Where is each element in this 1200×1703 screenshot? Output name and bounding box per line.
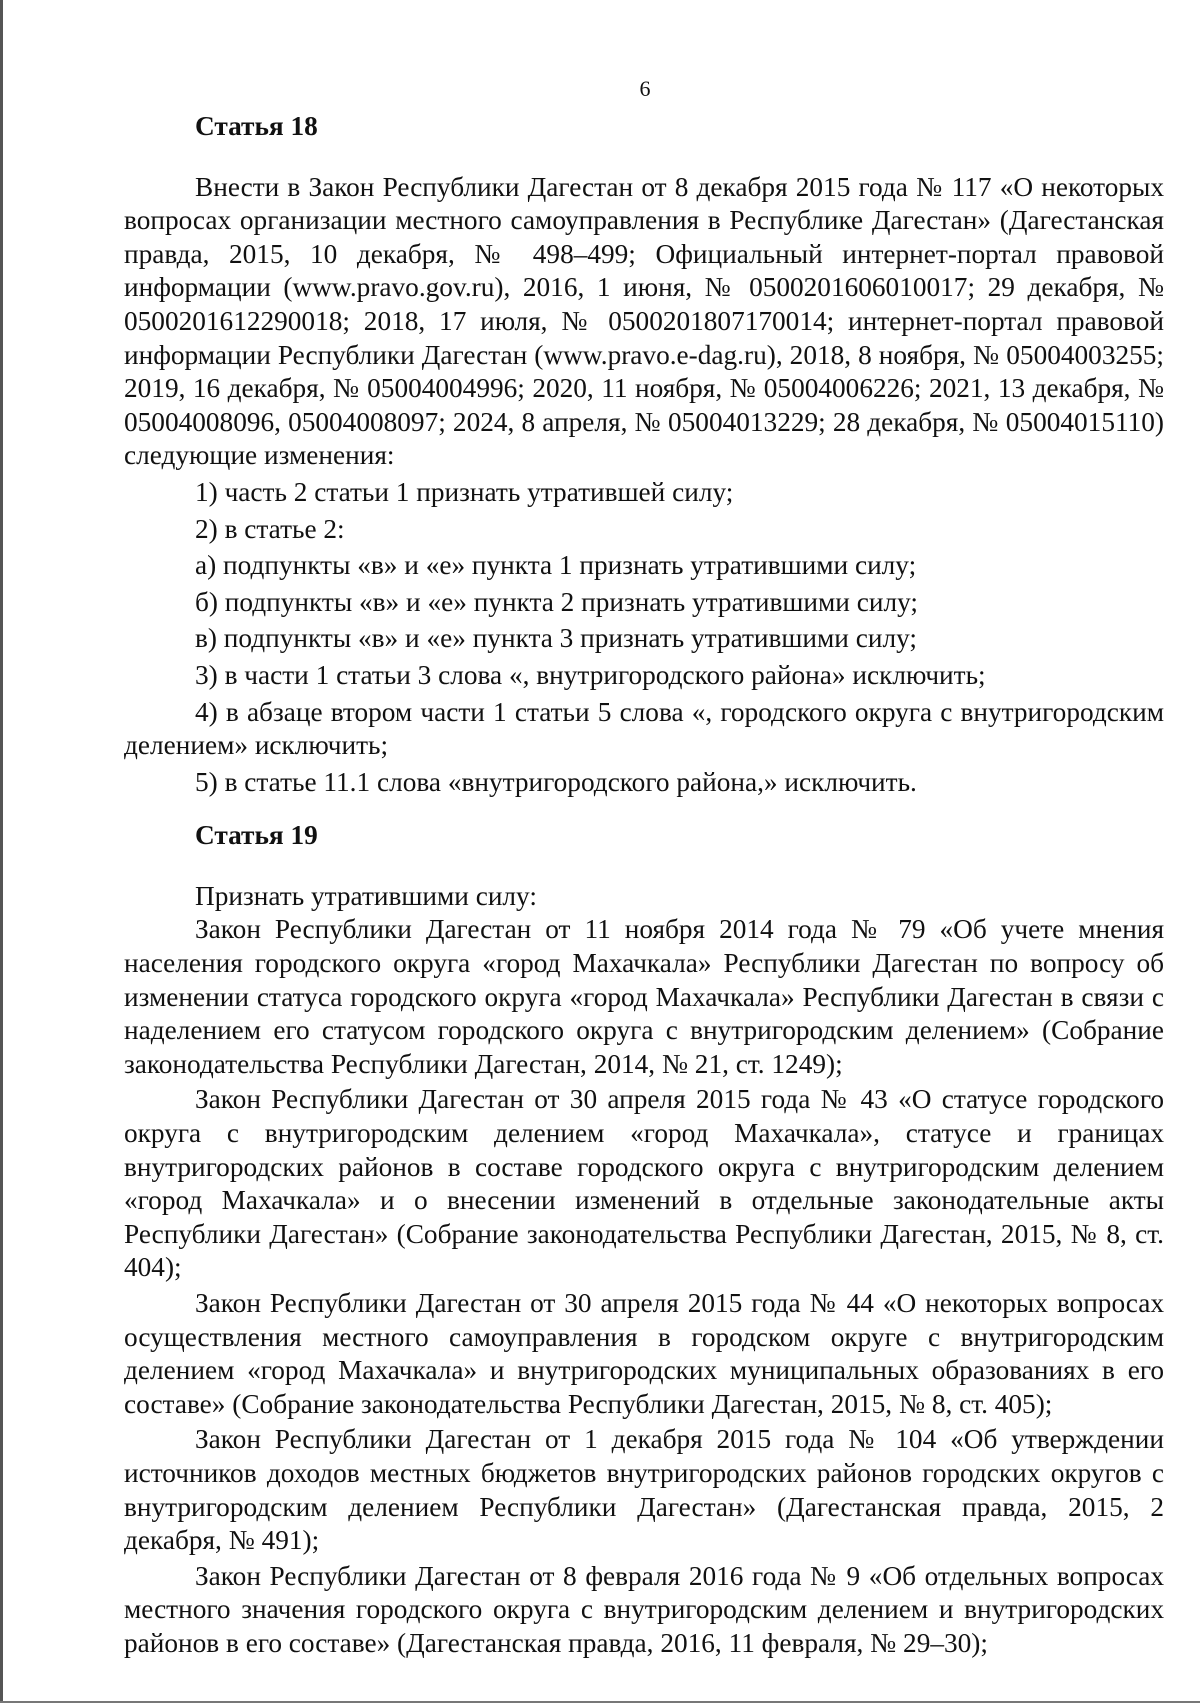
scan-edge-left	[0, 0, 3, 1703]
article-19-law: Закон Республики Дагестан от 11 ноября 2014 года № 79 «Об учете мнения населения городского округа «город Махачкала» Республики Дагестан по вопросу об изменении статуса городского округа «город Махачкала» Республики Дагестан в связи с наделением его статусом городского округа с внутригородским делением» (Собрание законодательства Республики Дагестан, 2014, № 21, ст. 1249);	[124, 914, 1164, 1079]
article-18-item: а) подпункты «в» и «е» пункта 1 признать утратившими силу;	[195, 550, 917, 581]
article-19-law: Закон Республики Дагестан от 30 апреля 2015 года № 43 «О статусе городского округа с внутригородским делением «город Махачкала», статусе и границах внутригородских районов в составе городского округа с внутригородским делением «город Махачкала» и о внесении изменений в отдельные законодательные акты Республики Дагестан» (Собрание законодательства Республики Дагестан, 2015, № 8, ст. 404);	[124, 1084, 1164, 1283]
article-19-law: Закон Республики Дагестан от 30 апреля 2015 года № 44 «О некоторых вопросах осуществления местного самоуправления в городском округе с внутригородским делением «город Махачкала» и внутригородских муниципальных образованиях в его составе» (Собрание законодательства Республики Дагестан, 2015, № 8, ст. 405);	[124, 1288, 1164, 1419]
article-18-title: Статья 18	[195, 111, 318, 141]
page-number: 6	[639, 76, 651, 101]
article-18-item: 1) часть 2 статьи 1 признать утратившей силу;	[195, 476, 734, 507]
article-19-intro: Признать утратившими силу:	[195, 880, 537, 911]
article-18-item: 4) в абзаце втором части 1 статьи 5 слова «, городского округа с внутригородским делением» исключить;	[124, 696, 1164, 761]
article-19-title: Статья 19	[195, 820, 318, 851]
article-18-intro: Внести в Закон Республики Дагестан от 8 декабря 2015 года № 117 «О некоторых вопросах организации местного самоуправления в Республике Дагестан» (Дагестанская правда, 2015, 10 декабря, № 498–499; Официальный интернет-портал правовой информации (www.pravo.gov.ru), 2016, 1 июня, № 0500201606010017; 29 декабря, № 0500201612290018; 2018, 17 июля, № 0500201807170014; интернет-портал правовой информации Республики Дагестан (www.pravo.e-dag.ru), 2018, 8 ноября, № 05004003255; 2019, 16 декабря, № 05004004996; 2020, 11 ноября, № 05004006226; 2021, 13 декабря, № 05004008096, 05004008097; 2024, 8 апреля, № 05004013229; 28 декабря, № 05004015110) следующие изменения:	[124, 171, 1164, 471]
article-18-item: в) подпункты «в» и «е» пункта 3 признать утратившими силу;	[195, 623, 917, 654]
article-19-law: Закон Республики Дагестан от 8 февраля 2016 года № 9 «Об отдельных вопросах местного значения городского округа с внутригородским делением и внутригородских районов в его составе» (Дагестанская правда, 2016, 11 февраля, № 29–30);	[124, 1560, 1164, 1658]
article-18-item: 5) в статье 11.1 слова «внутригородского района,» исключить.	[195, 766, 917, 797]
article-18-item: 3) в части 1 статьи 3 слова «, внутригородского района» исключить;	[195, 659, 986, 690]
article-18-item: б) подпункты «в» и «е» пункта 2 признать утратившими силу;	[195, 586, 918, 617]
article-18-item: 2) в статье 2:	[195, 513, 345, 544]
document-body	[124, 110, 1164, 1661]
article-19-law: Закон Республики Дагестан от 1 декабря 2015 года № 104 «Об утверждении источников доходов местных бюджетов внутригородских районов городских округов с внутригородским делением Республики Дагестан» (Дагестанская правда, 2015, 2 декабря, № 491);	[124, 1424, 1164, 1556]
